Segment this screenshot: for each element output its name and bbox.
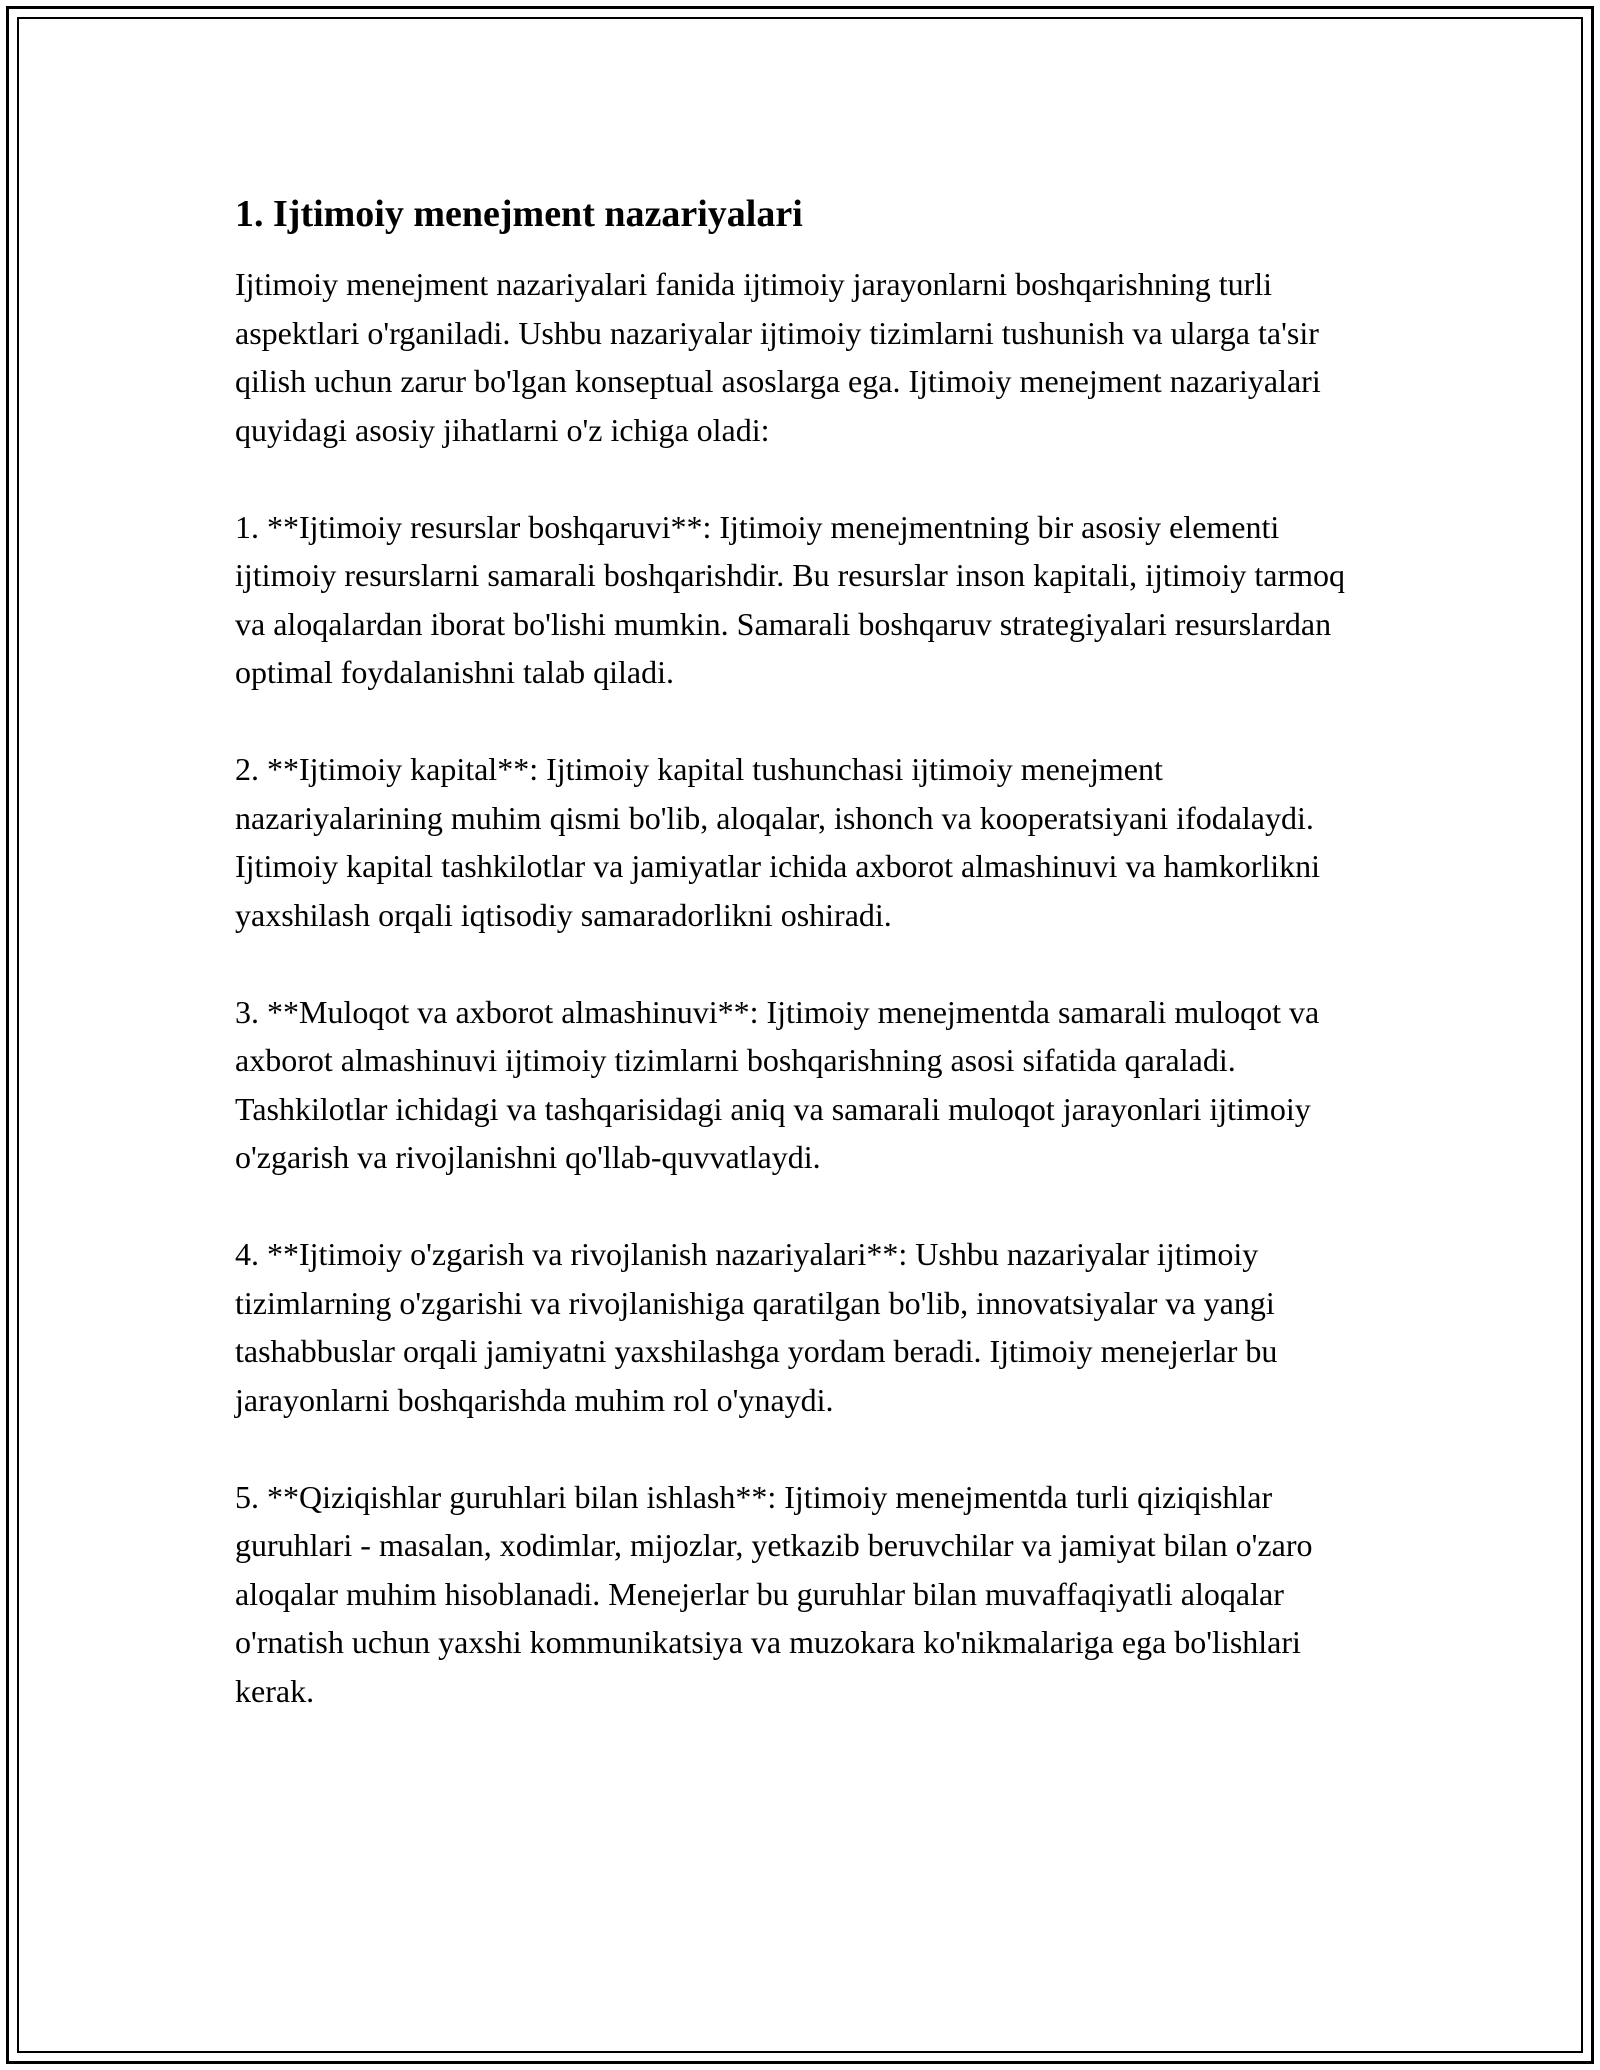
document-heading: 1. Ijtimoiy menejment nazariyalari	[235, 193, 803, 235]
intro-paragraph: Ijtimoiy menejment nazariyalari fanida ijtimoiy jarayonlarni boshqarishning turli aspektlari o'rganiladi. Ushbu nazariyalar ijtimoiy tizimlarni tushunish va ularga ta'sir qilish uchun zarur bo'lgan konseptual asoslarga ega. Ijtimoiy menejment nazariyalari quyidagi asosiy jihatlarni o'z ichiga oladi:	[235, 266, 1321, 448]
list-item-interest-groups: 5. **Qiziqishlar guruhlari bilan ishlash**: Ijtimoiy menejmentda turli qiziqishlar guruhlari - masalan, xodimlar, mijozlar, yetkazib beruvchilar va jamiyat bilan o'zaro aloqalar muhim hisoblanadi. Menejerlar bu guruhlar bilan muvaffaqiyatli aloqalar o'rnatish uchun yaxshi kommunikatsiya va muzokara ko'nikmalariga ega bo'lishlari kerak.	[235, 1478, 1313, 1709]
list-item-communication: 3. **Muloqot va axborot almashinuvi**: Ijtimoiy menejmentda samarali muloqot va axborot almashinuvi ijtimoiy tizimlarni boshqarishning asosi sifatida qaraladi. Tashkilotlar ichidagi va tashqarisidagi aniq va samarali muloqot jarayonlari ijtimoiy o'zgarish va rivojlanishni qo'llab-quvvatlaydi.	[235, 993, 1320, 1175]
list-item-social-capital: 2. **Ijtimoiy kapital**: Ijtimoiy kapital tushunchasi ijtimoiy menejment nazariyalarining muhim qismi bo'lib, aloqalar, ishonch va kooperatsiyani ifodalaydi. Ijtimoiy kapital tashkilotlar va jamiyatlar ichida axborot almashinuvi va hamkorlikni yaxshilash orqali iqtisodiy samaradorlikni oshiradi.	[235, 751, 1321, 933]
list-item-social-change: 4. **Ijtimoiy o'zgarish va rivojlanish nazariyalari**: Ushbu nazariyalar ijtimoiy tizimlarning o'zgarishi va rivojlanishiga qaratilgan bo'lib, innovatsiyalar va yangi tashabbuslar orqali jamiyatni yaxshilashga yordam beradi. Ijtimoiy menejerlar bu jarayonlarni boshqarishda muhim rol o'ynaydi.	[235, 1236, 1278, 1418]
document-body	[235, 190, 1370, 1764]
list-item-social-resources: 1. **Ijtimoiy resurslar boshqaruvi**: Ijtimoiy menejmentning bir asosiy elementi ijtimoiy resurslarni samarali boshqarishdir. Bu resurslar inson kapitali, ijtimoiy tarmoq va aloqalardan iborat bo'lishi mumkin. Samarali boshqaruv strategiyalari resurslardan optimal foydalanishni talab qiladi.	[235, 508, 1346, 690]
